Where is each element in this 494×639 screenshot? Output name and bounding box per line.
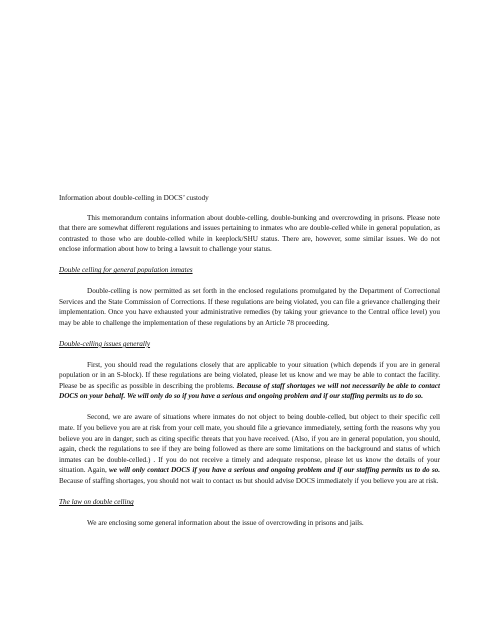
issues-second-emphasis: we will only contact DOCS if you have a serious and ongoing problem and if our staffing permits us to do so. (108, 466, 441, 475)
issues-second-text: Second, we are aware of situations where inmates do not object to being double-celled, but object to their specific cell mate. If you believe you are at risk from your cell mate, you should file a grievance immediately, setting forth the reasons why you believe you are in danger, such as citing specific threats that you have received. (Also, if you are in general population, you should, again, check the regulations to see if they are being followed as there are some limitations on the background and status of which inmates can be double-celled.) . If you do not receive a timely and adequate response, please let us know the details of your situation. Again, (59, 413, 440, 475)
law-paragraph: We are enclosing some general information about the issue of overcrowding in prisons and jails. (87, 518, 364, 527)
document-title: Information about double-celling in DOCS’ custody (59, 194, 209, 202)
issues-second-tail: Because of staffing shortages, you should not wait to contact us but should advise DOCS immediately if you believe you are at risk. (59, 476, 439, 485)
issues-paragraph-second (59, 412, 440, 486)
document-page (59, 193, 440, 539)
section-heading-issues-generally: Double-celling issues generally (59, 339, 151, 348)
issues-paragraph-first (59, 360, 440, 402)
section-heading-general-population: Double celling for general population inmates (59, 266, 193, 275)
general-population-paragraph: Double-celling is now permitted as set forth in the enclosed regulations promulgated by the Department of Correctional Services and the State Commission of Corrections. If these regulations are being violated, you can file a grievance challenging their implementation. Once you have exhausted your administrative remedies (by taking your grievance to the Central office level) you may be able to challenge the implementation of these regulations by an Article 78 proceeding. (59, 287, 440, 327)
section-heading-law: The law on double celling (59, 498, 134, 507)
issues-first-text: First, you should read the regulations closely that are applicable to your situation (which depends if you are in general population or in an S-block). If these regulations are being violated, please let us know and we may be able to contact the facility. Please be as specific as possible in describing the problems. (59, 360, 440, 390)
intro-paragraph: This memorandum contains information about double-celling, double-bunking and overcrowding in prisons. Please note that there are somewhat different regulations and issues pertaining to inmates who are double-celled while in general population, as contrasted to those who are double-celled while in keeplock/SHU status. There are, however, some similar issues. We do not enclose information about how to bring a lawsuit to challenge your status. (59, 213, 440, 254)
issues-first-emphasis: Because of staff shortages we will not necessarily be able to contact DOCS on your behalf. We will only do so if you have a serious and ongoing problem and if our staffing permits us to do so. (59, 381, 441, 401)
